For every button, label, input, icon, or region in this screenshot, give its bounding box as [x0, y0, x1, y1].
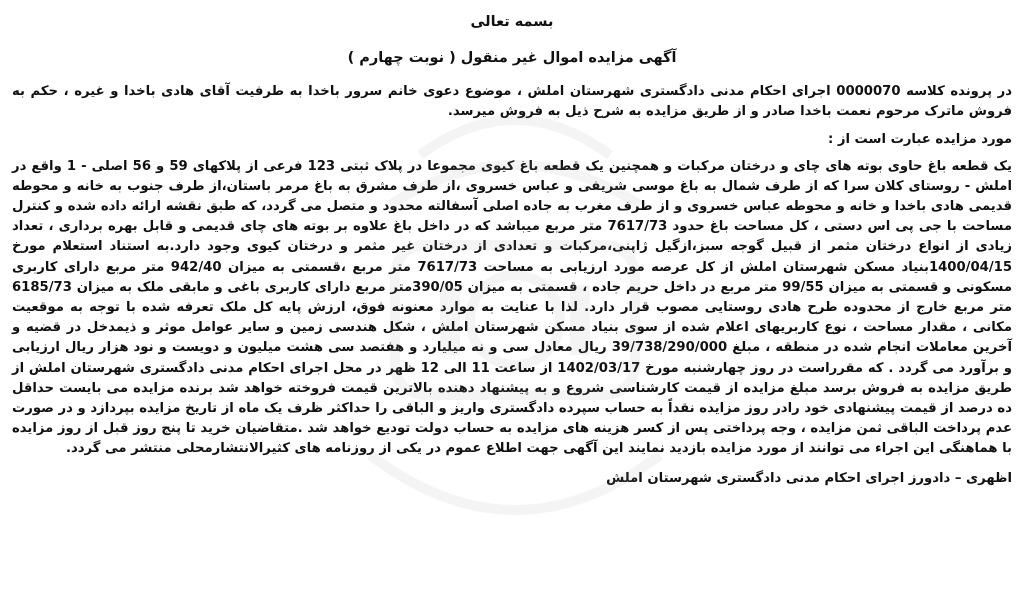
- description-paragraph: یک قطعه باغ حاوی بوته های چای و درختان مرکبات و همچنین یک قطعه باغ کیوی مجموعا در پلاک ثبتی 123 فرعی از پلاکهای 59 و 56 اصلی - 1 واقع در املش - روستای کلان سرا که از طرف شمال به باغ موسی شریفی و عباس خسروی ،از طرف مشرق به باغ مرمر باستان،از طرف جنوب به خانه و محوطه قدیمی هادی باخدا و خانه و محوطه عباس خسروی و از طرف مغرب به جاده اصلی آسفالته محدود و متصل می گردد، که طبق نقشه ارائه داده شده و کنترل مساحت با جی پی اس دستی ، کل مساحت باغ حدود 7617/73 متر مربع میباشد که در داخل باغ علاوه بر بوته های چای قدیمی و قابل بهره برداری ، تعداد زیادی از انواع درختان مثمر از قبیل گوجه سبز،ازگیل ژاپنی،مرکبات و تعدادی از درختان غیر مثمر و درختان کیوی وجود دارد.به استناد استعلام مورخ 1400/04/15بنیاد مسکن شهرستان املش از کل عرصه مورد ارزیابی به مساحت 7617/73 متر مربع ،قسمتی به میزان 942/40 متر مربع دارای کاربری مسکونی و قسمتی به میزان 99/55 متر مربع در داخل حریم جاده ، قسمتی به میزان 390/05متر مربع دارای کاربری باغی و مابقی ملک به میزان 6185/73 متر مربع خارج از محدوده طرح هادی روستایی مصوب قرار دارد. لذا با عنایت به موارد معنونه فوق، ارزش پایه کل ملک تعرفه شده با توجه به موقعیت مکانی ، مقدار مساحت ، نوع کاربریهای اعلام شده از سوی بنیاد مسکن شهرستان املش ، شکل هندسی زمین و سایر عوامل موثر و ذیمدخل در قضیه و آخرین معاملات انجام شده در منطقه ، مبلغ 39/738/290/000 ریال معادل سی و نه میلیارد و هفتصد سی هشت میلیون و دویست و نود هزار ریال ارزیابی و برآورد می گردد . که مقرراست در روز چهارشنبه مورخ 1402/03/17 از ساعت 11 الی 12 ظهر در محل اجرای احکام مدنی دادگستری شهرستان املش از طریق مزایده به فروش برسد مبلغ مزایده از قیمت کارشناسی شروع و به پیشنهاد دهنده بالاترین قیمت فروخته خواهد شد برنده مزایده می بایست حداقل ده درصد از قیمت پیشنهادی خود رادر روز مزایده نقداً به حساب سپرده دادگستری واریز و الباقی را حداکثر ظرف یک ماه از تاریخ مزایده بپردازد و در صورت عدم پرداخت الباقی ثمن مزایده ، وجه پرداختی پس از کسر هزینه های مزایده به حساب دولت تودیع خواهد شد .متقاضیان خرید تا پنج روز قبل از روز مزایده با هماهنگی این اجراء می توانند از مورد مزایده بازدید نمایند این آگهی جهت اطلاع عموم در یکی از روزنامه های کثیرالانتشارمحلی منتشر می گردد.: [12, 158, 1012, 457]
- subject-heading: مورد مزایده عبارت است از :: [827, 132, 1012, 148]
- intro-paragraph: در پرونده کلاسه 0000070 اجرای احکام مدنی دادگستری شهرستان املش ، موضوع دعوی خانم سرور باخدا به طرفیت آقای هادی باخدا و غیره ، حکم به فروش ماترک مرحوم نعمت باخدا صادر و از طریق مزایده به شرح ذیل به فروش میرسد.: [12, 84, 1012, 120]
- signature-line: اظهری – دادورز اجرای احکام مدنی دادگستری شهرستان املش: [606, 470, 1012, 486]
- bismillah-heading: بسمه تعالی: [470, 14, 554, 30]
- notice-title: آگهی مزایده اموال غیر منقول ( نوبت چهارم ): [347, 50, 677, 66]
